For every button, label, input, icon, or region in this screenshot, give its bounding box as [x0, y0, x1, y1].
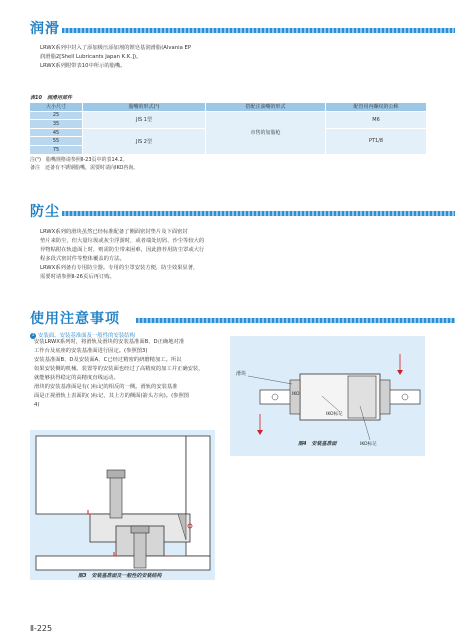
figure3-diagram: [30, 430, 215, 580]
precautions-title-bar: [136, 318, 455, 323]
figure4-caption: 图4 安装基准面: [298, 441, 337, 447]
subheading-number-badge: 1: [31, 332, 35, 338]
table-header: 搭配注油嘴的形式: [206, 103, 326, 111]
table-header-row: [30, 103, 426, 111]
precautions-line: 安装基准面B、D及安装面A、C已经过精密的研磨精加工。所以: [34, 357, 182, 363]
dustproof-line-6: 需要时请参照Ⅱ-26页后再订购。: [40, 274, 115, 280]
precautions-line: 就能够获得稳定的高精度直线运动。: [34, 375, 119, 381]
table-cell-size: 45: [30, 128, 83, 137]
dustproof-line-3: 异物粘附在轨道面上时，则需防尘带来困难，因此推荐用防尘罩或大行: [40, 247, 205, 253]
table-cell-nipple: JIS 2型: [83, 128, 206, 154]
table-cell-size: 25: [30, 111, 83, 120]
precautions-line: 4): [34, 402, 40, 408]
lubrication-line-3: LRWX系列附带表10中所示的脂嘴。: [40, 63, 126, 69]
table-header: 脂嘴的形式(¹): [83, 103, 206, 111]
table-cell-size: 55: [30, 137, 83, 146]
dustproof-title: 防尘: [30, 204, 60, 220]
precautions-line: 安装LRWX系列时，将滑轨及滑块的安装基准面B、D正确地对准: [34, 339, 185, 345]
table10-caption: 表10 润滑用部件: [30, 95, 72, 101]
figure4-label-mark-1: IKO标记: [326, 412, 343, 417]
precautions-line: 滑块的安装基准面是有( )标记的相反的一侧。滑轨的安装基准: [34, 384, 178, 390]
table-header: 配管用内螺纹的公称: [326, 103, 427, 111]
figure3-caption: 图3 安装基准面及一般性的安装结构: [78, 573, 162, 579]
table-cell-size: 75: [30, 145, 83, 154]
precautions-title: 使用注意事项: [30, 311, 120, 327]
subheading-text: 安装面、安装基准面及一般性的安装结构: [38, 333, 136, 339]
precautions-line: 如果安装侧的机械、装置等的安装面也经过了高精度的加工并正确安装，: [34, 366, 204, 372]
precautions-line: 工作台及底座的安装基准面进行固定。(参照图3): [34, 348, 148, 354]
dustproof-line-4: 程多段式密封件等整体覆盖的方法。: [40, 256, 125, 262]
table-cell-size: 35: [30, 120, 83, 129]
table-cell-adapter: 市售的加脂枪: [206, 111, 326, 154]
dustproof-line-2: 垫片来防尘，但大量垃圾或灰尘浮游时，或者端处切屑、沙尘等较大的: [40, 238, 205, 244]
table-row: [30, 111, 426, 120]
table-cell-nipple: JIS 1型: [83, 111, 206, 128]
lubrication-title: 润滑: [30, 21, 60, 37]
lubrication-title-bar: [62, 28, 455, 33]
precautions-body: [34, 338, 219, 410]
lubrication-line-2: 润滑脂2[Shell Lubricants Japan K.K.])。: [40, 54, 142, 60]
table-header: 大小尺寸: [30, 103, 83, 111]
figure4-label-mark-2: IKO标记: [360, 442, 377, 447]
figure4-diagram: [230, 336, 425, 456]
figure4-model-text: IKO: [292, 392, 300, 397]
lubrication-line-1: LRWX系列中封入了添加极压添加剂的锂皂基润滑脂(Alvania EP: [40, 45, 192, 51]
page-number: Ⅱ-225: [30, 624, 53, 633]
table-cell-thread: M6: [326, 111, 427, 128]
lubrication-parts-table: [30, 103, 426, 155]
table10-note-1: 注(¹) 脂嘴规格请参照Ⅱ-23页中的表14.2。: [30, 157, 128, 163]
table-cell-thread: PT1/8: [326, 128, 427, 154]
table10-note-2: 备注 还备有不锈钢脂嘴，需要时请向IKO咨询。: [30, 165, 139, 171]
dustproof-line-5: LRWX系列备有专用防尘器。专用的尘罩安装方便，防尘效果显著，: [40, 265, 199, 271]
dustproof-title-bar: [62, 211, 455, 216]
precautions-line: 面是正视滑轨上表面的( )标记，其上方的侧面(箭头方向)。(参照图: [34, 393, 190, 399]
dustproof-line-1: LRWX系列的滑块虽然已经标准配备了侧面密封垫片及下面密封: [40, 229, 188, 235]
figure4-label-block: 滑块: [236, 371, 247, 377]
